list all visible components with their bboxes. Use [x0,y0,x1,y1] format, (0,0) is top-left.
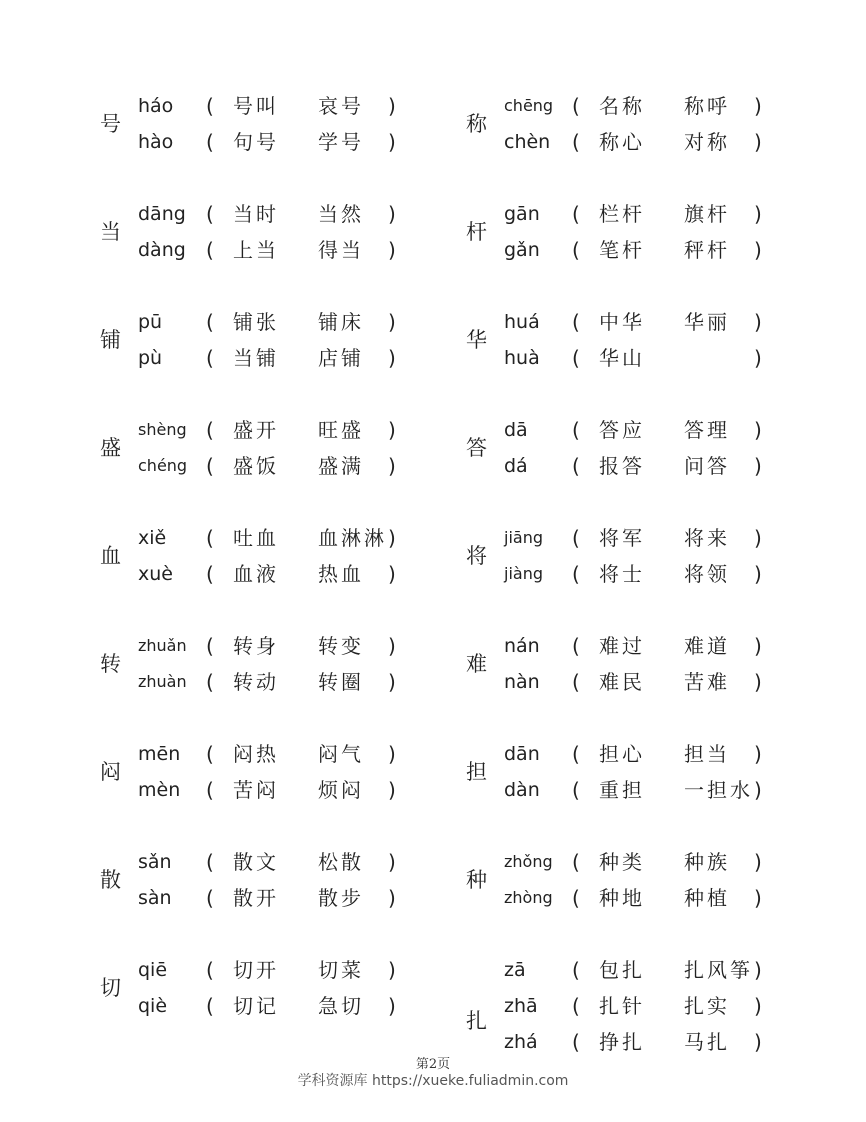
left-paren: ( [206,94,214,118]
left-paren: ( [572,454,580,478]
left-paren: ( [572,418,580,442]
right-paren: ) [754,238,762,262]
example-word: 散文 [233,850,279,874]
right-paren: ) [754,130,762,154]
pinyin: dàn [504,779,540,801]
example-word: 散步 [318,886,364,910]
polyphone-character: 将 [466,544,487,568]
right-paren: ) [754,346,762,370]
pinyin: jiāng [504,528,543,547]
polyphone-entry [100,736,520,844]
right-paren: ) [388,94,396,118]
left-paren: ( [572,94,580,118]
left-paren: ( [572,850,580,874]
example-word: 转圈 [318,670,364,694]
polyphone-entry [466,412,866,520]
example-word: 将军 [599,526,645,550]
example-word: 名称 [599,94,645,118]
example-word: 马扎 [684,1030,730,1054]
right-paren: ) [754,850,762,874]
polyphone-entry [466,520,866,628]
polyphone-entry [100,628,520,736]
example-word: 中华 [599,310,645,334]
example-word: 种植 [684,886,730,910]
example-word: 切开 [233,958,279,982]
polyphone-entry [466,844,866,952]
right-paren: ) [388,202,396,226]
right-paren: ) [754,454,762,478]
left-paren: ( [572,886,580,910]
example-word: 血淋淋 [318,526,387,550]
right-paren: ) [754,958,762,982]
example-word: 包扎 [599,958,645,982]
polyphone-entry [100,88,520,196]
left-paren: ( [206,958,214,982]
left-paren: ( [572,202,580,226]
left-paren: ( [206,526,214,550]
example-word: 旗杆 [684,202,730,226]
left-paren: ( [206,742,214,766]
polyphone-character: 称 [466,112,487,136]
example-word: 称心 [599,130,645,154]
left-paren: ( [572,742,580,766]
polyphone-character: 杆 [466,220,487,244]
pinyin: jiàng [504,564,543,583]
right-paren: ) [388,958,396,982]
right-paren: ) [754,994,762,1018]
left-paren: ( [572,958,580,982]
right-paren: ) [754,1030,762,1054]
polyphone-character: 号 [100,112,121,136]
pinyin: nàn [504,671,540,693]
example-word: 将来 [684,526,730,550]
right-paren: ) [388,634,396,658]
polyphone-character: 种 [466,868,487,892]
right-paren: ) [754,94,762,118]
pinyin: gǎn [504,239,540,261]
pinyin: mèn [138,779,181,801]
example-word: 当时 [233,202,279,226]
polyphone-entry [466,88,866,196]
right-paren: ) [388,310,396,334]
example-word: 切菜 [318,958,364,982]
right-paren: ) [388,238,396,262]
left-paren: ( [572,634,580,658]
left-paren: ( [572,238,580,262]
example-word: 句号 [233,130,279,154]
example-word: 上当 [233,238,279,262]
example-word: 血液 [233,562,279,586]
example-word: 种类 [599,850,645,874]
example-word: 盛满 [318,454,364,478]
example-word: 华山 [599,346,645,370]
example-word: 盛饭 [233,454,279,478]
pinyin: sǎn [138,851,172,873]
example-word: 秤杆 [684,238,730,262]
left-paren: ( [572,310,580,334]
pinyin: qiē [138,959,168,981]
right-paren: ) [754,562,762,586]
pinyin: zhuàn [138,672,187,691]
polyphone-character: 血 [100,544,121,568]
polyphone-entry [100,952,520,1060]
example-word: 答应 [599,418,645,442]
pinyin: huá [504,311,540,333]
left-paren: ( [206,886,214,910]
example-word: 店铺 [318,346,364,370]
polyphone-entry [466,736,866,844]
example-word: 散开 [233,886,279,910]
right-paren: ) [388,130,396,154]
example-word: 担当 [684,742,730,766]
example-word: 号叫 [233,94,279,118]
example-word: 种族 [684,850,730,874]
polyphone-entry [100,196,520,304]
pinyin: shèng [138,420,187,439]
right-paren: ) [388,850,396,874]
left-paren: ( [206,994,214,1018]
right-paren: ) [388,670,396,694]
polyphone-entry [100,520,520,628]
left-paren: ( [206,130,214,154]
right-paren: ) [754,742,762,766]
pinyin: hào [138,131,174,153]
polyphone-character: 散 [100,868,121,892]
example-word: 栏杆 [599,202,645,226]
polyphone-entry [100,304,520,412]
left-paren: ( [206,310,214,334]
watermark-text: 学科资源库 https://xueke.fuliadmin.com [297,1073,569,1089]
example-word: 答理 [684,418,730,442]
pinyin: nán [504,635,540,657]
example-word: 重担 [599,778,645,802]
example-word: 问答 [684,454,730,478]
right-paren: ) [754,778,762,802]
example-word: 种地 [599,886,645,910]
example-word: 当然 [318,202,364,226]
example-word: 扎实 [684,994,730,1018]
pinyin: dàng [138,239,186,261]
pinyin: huà [504,347,540,369]
pinyin: dāng [138,203,186,225]
left-paren: ( [206,418,214,442]
example-word: 铺张 [233,310,279,334]
right-column [466,88,866,1102]
right-paren: ) [388,742,396,766]
example-word: 旺盛 [318,418,364,442]
polyphone-character: 转 [100,652,121,676]
example-word: 松散 [318,850,364,874]
example-word: 挣扎 [599,1030,645,1054]
example-word: 扎风筝 [684,958,753,982]
polyphone-character: 答 [466,436,487,460]
pinyin: háo [138,95,174,117]
example-word: 得当 [318,238,364,262]
left-paren: ( [206,634,214,658]
example-word: 扎针 [599,994,645,1018]
pinyin: zā [504,959,526,981]
example-word: 吐血 [233,526,279,550]
example-word: 笔杆 [599,238,645,262]
right-paren: ) [754,670,762,694]
example-word: 闷气 [318,742,364,766]
left-paren: ( [572,778,580,802]
pinyin: pū [138,311,163,333]
left-paren: ( [206,346,214,370]
right-paren: ) [388,346,396,370]
polyphone-entry [466,628,866,736]
polyphone-character: 闷 [100,760,121,784]
left-paren: ( [572,130,580,154]
example-word: 一担水 [684,778,753,802]
polyphone-character: 当 [100,220,121,244]
left-paren: ( [572,670,580,694]
pinyin: mēn [138,743,181,765]
right-paren: ) [388,526,396,550]
polyphone-entry [466,304,866,412]
right-paren: ) [754,634,762,658]
example-word: 闷热 [233,742,279,766]
left-paren: ( [206,850,214,874]
example-word: 苦闷 [233,778,279,802]
pinyin: zhòng [504,888,553,907]
pinyin: zhá [504,1031,538,1053]
pinyin: zhuǎn [138,636,187,655]
left-paren: ( [572,1030,580,1054]
pinyin: qiè [138,995,168,1017]
example-word: 对称 [684,130,730,154]
polyphone-character: 盛 [100,436,121,460]
left-paren: ( [206,670,214,694]
left-paren: ( [206,238,214,262]
pinyin: dān [504,743,540,765]
right-paren: ) [754,526,762,550]
right-paren: ) [754,202,762,226]
pinyin: chéng [138,456,188,475]
example-word: 华丽 [684,310,730,334]
example-word: 报答 [599,454,645,478]
example-word: 难过 [599,634,645,658]
example-word: 转动 [233,670,279,694]
example-word: 学号 [318,130,364,154]
left-paren: ( [572,526,580,550]
example-word: 将士 [599,562,645,586]
example-word: 难民 [599,670,645,694]
pinyin: dā [504,419,528,441]
right-paren: ) [754,310,762,334]
left-paren: ( [206,562,214,586]
polyphone-character: 难 [466,652,487,676]
polyphone-character: 华 [466,328,487,352]
right-paren: ) [754,886,762,910]
right-paren: ) [388,778,396,802]
polyphone-entry [100,844,520,952]
right-paren: ) [754,418,762,442]
example-word: 盛开 [233,418,279,442]
example-word: 切记 [233,994,279,1018]
example-word: 烦闷 [318,778,364,802]
left-paren: ( [572,346,580,370]
example-word: 转变 [318,634,364,658]
right-paren: ) [388,418,396,442]
pinyin: zhǒng [504,852,553,871]
pinyin: xuè [138,563,173,585]
example-word: 哀号 [318,94,364,118]
right-paren: ) [388,886,396,910]
example-word: 担心 [599,742,645,766]
left-paren: ( [206,778,214,802]
example-word: 当铺 [233,346,279,370]
left-paren: ( [206,454,214,478]
left-paren: ( [206,202,214,226]
left-column [100,88,520,1060]
pinyin: chēng [504,96,554,115]
right-paren: ) [388,454,396,478]
polyphone-character: 切 [100,976,121,1000]
polyphone-entry [466,196,866,304]
right-paren: ) [388,562,396,586]
example-word: 称呼 [684,94,730,118]
polyphone-entry [100,412,520,520]
example-word: 转身 [233,634,279,658]
pinyin: dá [504,455,528,477]
example-word: 苦难 [684,670,730,694]
polyphone-character: 担 [466,760,487,784]
pinyin: zhā [504,995,538,1017]
pinyin: sàn [138,887,172,909]
example-word: 铺床 [318,310,364,334]
left-paren: ( [572,994,580,1018]
example-word: 将领 [684,562,730,586]
polyphone-character: 扎 [466,1009,487,1033]
pinyin: pù [138,347,163,369]
pinyin: chèn [504,131,551,153]
example-word: 热血 [318,562,364,586]
pinyin: gān [504,203,540,225]
right-paren: ) [388,994,396,1018]
left-paren: ( [572,562,580,586]
polyphone-character: 铺 [100,328,121,352]
page-number: 第2页 [415,1057,451,1072]
pinyin: xiě [138,527,167,549]
example-word: 难道 [684,634,730,658]
example-word: 急切 [318,994,364,1018]
